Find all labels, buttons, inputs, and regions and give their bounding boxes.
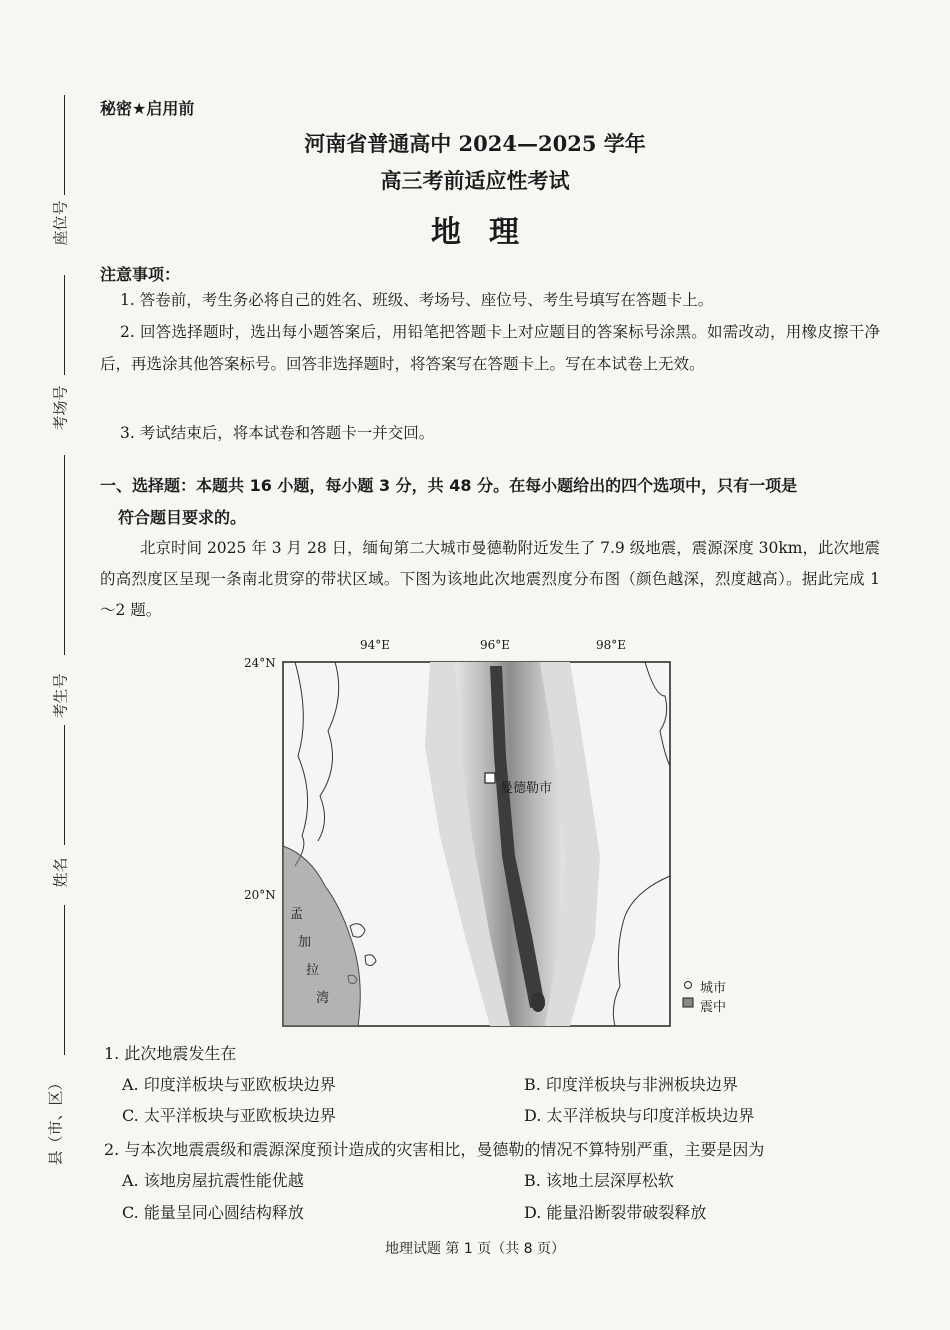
notice-heading: 注意事项： bbox=[100, 265, 181, 284]
exam-title-line2: 高三考前适应性考试 bbox=[380, 168, 570, 193]
question-1-option-b: B. 印度洋板块与非洲板块边界 bbox=[524, 1075, 738, 1094]
room-label: 考场号 bbox=[51, 385, 70, 431]
bay-char-1: 孟 bbox=[290, 907, 304, 922]
section-heading-line2: 符合题目要求的。 bbox=[118, 508, 247, 527]
lon-96-label: 96°E bbox=[480, 638, 511, 652]
question-2-option-c: C. 能量呈同心圆结构释放 bbox=[122, 1203, 304, 1222]
bay-char-2: 加 bbox=[298, 935, 312, 950]
legend-epicenter-text: 震中 bbox=[700, 1000, 727, 1015]
question-1-option-c: C. 太平洋板块与亚欧板块边界 bbox=[122, 1106, 336, 1125]
sidebar-line-4 bbox=[64, 725, 65, 845]
city-marker bbox=[485, 773, 495, 783]
page-footer: 地理试题 第 1 页（共 8 页） bbox=[384, 1241, 566, 1257]
lat-24-label: 24°N bbox=[244, 656, 276, 670]
question-2-option-a: A. 该地房屋抗震性能优越 bbox=[122, 1171, 304, 1190]
question-2-option-b: B. 该地土层深厚松软 bbox=[524, 1171, 674, 1190]
notice-item-3: 3. 考试结束后，将本试卷和答题卡一并交回。 bbox=[120, 424, 435, 442]
question-1-stem: 1. 此次地震发生在 bbox=[104, 1044, 237, 1063]
lon-94-label: 94°E bbox=[360, 638, 391, 652]
name-label: 姓名 bbox=[51, 857, 70, 888]
county-label: 县（市、区） bbox=[46, 1075, 65, 1166]
exam-number-label: 考生号 bbox=[51, 673, 70, 719]
exam-title-line1: 河南省普通高中 2024—2025 学年 bbox=[304, 131, 646, 156]
city-label: 曼德勒市 bbox=[500, 781, 553, 796]
seat-label: 座位号 bbox=[51, 200, 70, 246]
epicenter-marker bbox=[531, 992, 545, 1012]
section-heading bbox=[100, 470, 880, 534]
sidebar-line-2 bbox=[64, 275, 65, 375]
sidebar-line-3 bbox=[64, 455, 65, 655]
question-intro: 北京时间 2025 年 3 月 28 日，缅甸第二大城市曼德勒附近发生了 7.9 级地震，震源深度 30km，此次地震的高烈度区呈现一条南北贯穿的带状区域。下图为该地此次地震烈度分布图（颜色越深，烈度越高）。据此完成 1～2 题。 bbox=[100, 539, 880, 619]
earthquake-intensity-map bbox=[240, 636, 700, 1036]
question-2-option-d: D. 能量沿断裂带破裂释放 bbox=[524, 1203, 707, 1222]
question-2-stem: 2. 与本次地震震级和震源深度预计造成的灾害相比，曼德勒的情况不算特别严重，主要是因为 bbox=[104, 1140, 765, 1159]
section-heading-line1: 一、选择题：本题共 16 小题，每小题 3 分，共 48 分。在每小题给出的四个选项中，只有一项是 bbox=[100, 476, 798, 495]
notice-item-2: 2. 回答选择题时，选出每小题答案后，用铅笔把答题卡上对应题目的答案标号涂黑。如需改动，用橡皮擦干净后，再选涂其他答案标号。回答非选择题时，将答案写在答题卡上。写在本试卷上无效。 bbox=[100, 323, 880, 373]
legend-city-text: 城市 bbox=[700, 981, 727, 996]
secret-mark: 秘密★启用前 bbox=[100, 99, 195, 118]
lat-20-label: 20°N bbox=[244, 888, 276, 902]
lon-98-label: 98°E bbox=[596, 638, 627, 652]
question-1-option-a: A. 印度洋板块与亚欧板块边界 bbox=[122, 1075, 336, 1094]
legend-epicenter-symbol bbox=[683, 998, 693, 1007]
bay-label bbox=[290, 901, 312, 1013]
subject-title: 地理 bbox=[431, 215, 547, 250]
notice-item-1: 1. 答卷前，考生务必将自己的姓名、班级、考场号、座位号、考生号填写在答题卡上。 bbox=[120, 291, 714, 309]
legend-city-symbol bbox=[685, 982, 692, 989]
question-1-option-d: D. 太平洋板块与印度洋板块边界 bbox=[524, 1106, 755, 1125]
sidebar-line-5 bbox=[64, 905, 65, 1055]
